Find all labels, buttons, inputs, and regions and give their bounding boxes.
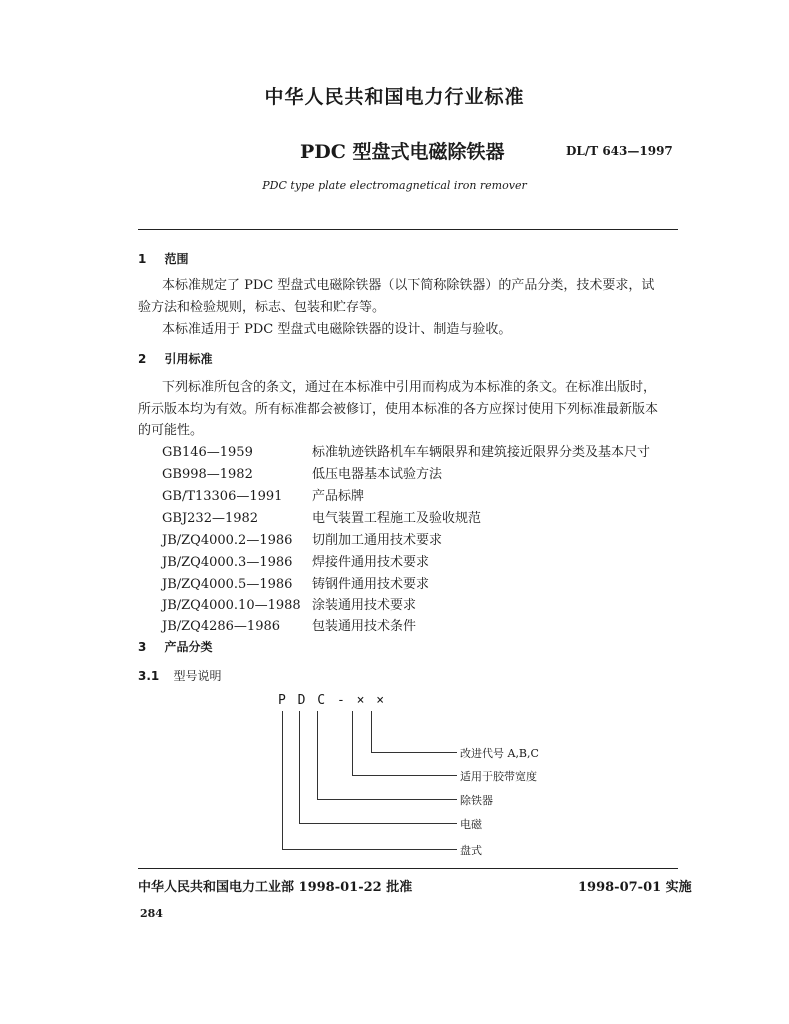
leader-line: [317, 711, 318, 799]
reference-standard: [162, 507, 481, 526]
section-3-title: 产品分类: [164, 640, 213, 654]
section-3-heading: [138, 638, 213, 655]
page-number: 284: [140, 907, 163, 920]
reference-code: GB998—1982: [162, 467, 253, 482]
model-label-belt-width: 适用于胶带宽度: [460, 770, 537, 783]
section-1-title: 范围: [164, 252, 189, 266]
reference-code: JB/ZQ4000.2—1986: [162, 533, 293, 548]
footer-rule: [138, 868, 678, 869]
model-code: P D C - × ×: [278, 693, 387, 708]
reference-standard: [162, 551, 429, 570]
section-2-heading: [138, 350, 213, 367]
section-3-number: 3: [138, 640, 147, 654]
reference-code: GB/T13306—1991: [162, 489, 283, 504]
leader-line: [352, 711, 353, 775]
english-title: PDC type plate electromagnetical iron remover: [262, 179, 527, 192]
section-1-p2: 本标准适用于 PDC 型盘式电磁除铁器的设计、制造与验收。: [162, 322, 512, 337]
reference-code: JB/ZQ4000.3—1986: [162, 555, 293, 570]
model-label-improvement-code: 改进代号 A,B,C: [460, 747, 539, 760]
leader-line: [282, 711, 283, 849]
reference-name: 涂装通用技术要求: [312, 598, 417, 613]
reference-standard: [162, 594, 416, 613]
reference-standard: [162, 463, 442, 482]
leader-line: [299, 711, 300, 823]
reference-name: 低压电器基本试验方法: [312, 467, 443, 482]
section-1-p1-line2: 验方法和检验规则，标志、包装和贮存等。: [138, 300, 386, 315]
issuing-agency-header: 中华人民共和国电力行业标准: [264, 86, 525, 108]
section-2-intro-line1: 下列标准所包含的条文，通过在本标准中引用而构成为本标准的条文。在标准出版时，: [162, 380, 657, 395]
subsection-3-1-number: 3.1: [138, 669, 160, 683]
reference-name: 包装通用技术条件: [312, 619, 417, 634]
reference-name: 焊接件通用技术要求: [312, 555, 430, 570]
section-2-number: 2: [138, 352, 147, 366]
approval-statement: 中华人民共和国电力工业部 1998-01-22 批准: [138, 880, 413, 895]
leader-line: [371, 752, 457, 753]
reference-name: 产品标牌: [312, 489, 365, 504]
section-1-number: 1: [138, 252, 147, 266]
model-label-electromagnetic: 电磁: [460, 818, 482, 831]
subsection-3-1-heading: [138, 667, 221, 684]
reference-code: GB146—1959: [162, 445, 253, 460]
implementation-date: 1998-07-01 实施: [578, 880, 692, 895]
standard-number: DL/T 643—1997: [566, 144, 673, 158]
reference-standard: [162, 485, 364, 504]
subsection-3-1-title: 型号说明: [173, 669, 222, 683]
reference-code: GBJ232—1982: [162, 511, 259, 526]
reference-standard: [162, 573, 429, 592]
reference-standard: [162, 615, 416, 634]
reference-standard: [162, 441, 650, 460]
document-title: PDC 型盘式电磁除铁器: [300, 141, 505, 163]
reference-name: 电气装置工程施工及验收规范: [312, 511, 482, 526]
leader-line: [282, 849, 457, 850]
section-2-intro-line3: 的可能性。: [138, 423, 204, 438]
leader-line: [371, 711, 372, 752]
section-2-title: 引用标准: [164, 352, 213, 366]
section-2-intro-line2: 所示版本均为有效。所有标准都会被修订，使用本标准的各方应探讨使用下列标准最新版本: [138, 402, 659, 417]
model-label-iron-remover: 除铁器: [460, 794, 493, 807]
section-1-p1-line1: 本标准规定了 PDC 型盘式电磁除铁器（以下简称除铁器）的产品分类，技术要求，试: [162, 278, 655, 293]
reference-name: 铸钢件通用技术要求: [312, 577, 430, 592]
reference-code: JB/ZQ4286—1986: [162, 619, 281, 634]
section-1-heading: [138, 250, 189, 267]
reference-name: 标准轨迹铁路机车车辆限界和建筑接近限界分类及基本尺寸: [312, 445, 651, 460]
reference-name: 切削加工通用技术要求: [312, 533, 443, 548]
leader-line: [299, 823, 457, 824]
model-label-plate: 盘式: [460, 844, 482, 857]
reference-code: JB/ZQ4000.10—1988: [162, 598, 301, 613]
reference-code: JB/ZQ4000.5—1986: [162, 577, 293, 592]
leader-line: [317, 799, 457, 800]
reference-standard: [162, 529, 442, 548]
leader-line: [352, 775, 457, 776]
title-rule: [138, 229, 678, 230]
